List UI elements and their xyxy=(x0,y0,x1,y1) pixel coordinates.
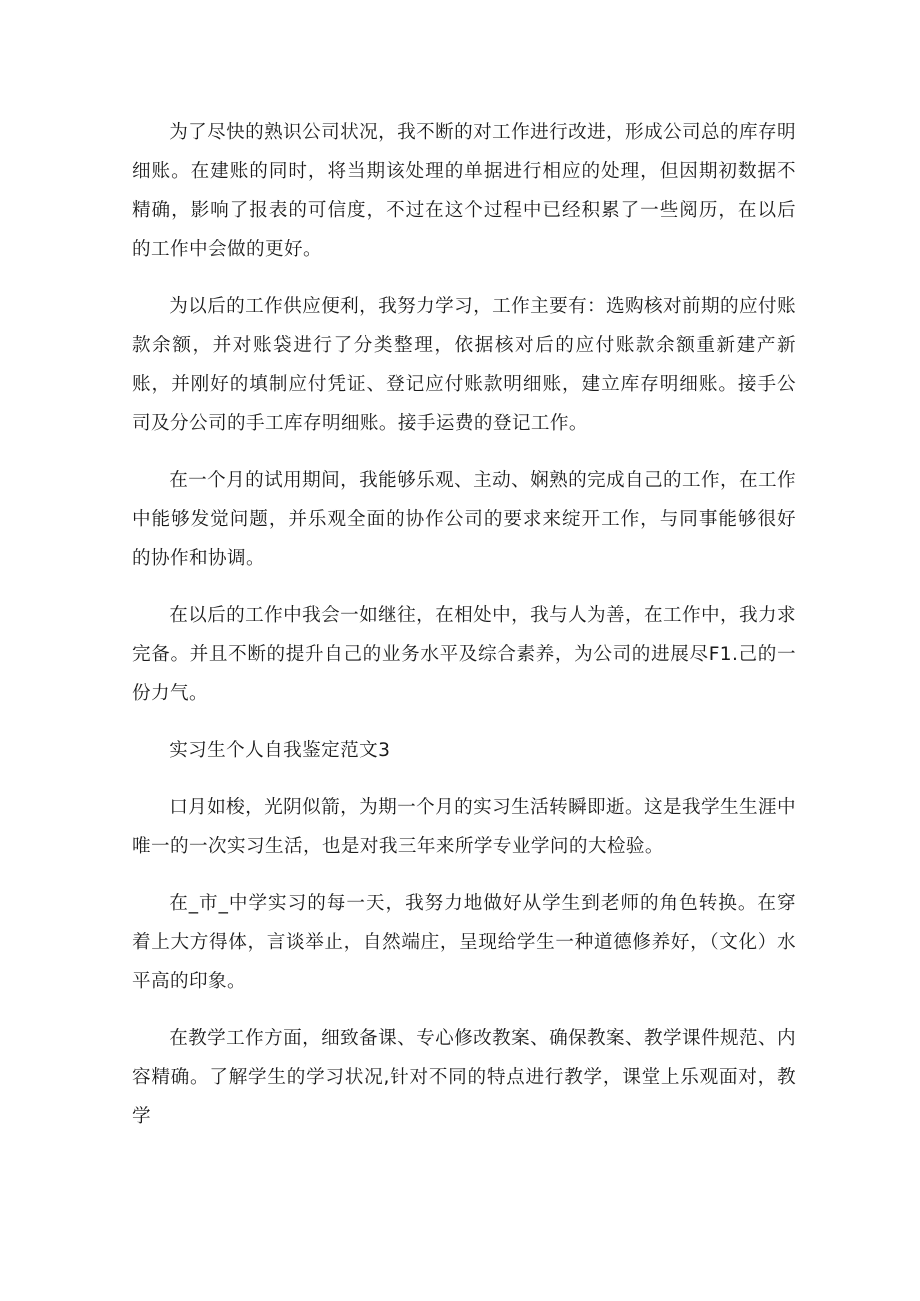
paragraph-role-transition: 在_市_中学实习的每一天，我努力地做好从学生到老师的角色转换。在穿着上大方得体，言谈举止，自然端庄，呈现给学生一种道德修养好，（文化）水平高的印象。 xyxy=(132,893,796,992)
paragraph-gap xyxy=(132,866,796,884)
paragraph-accounts-payable: 为以后的工作供应便利，我努力学习，工作主要有：选购核对前期的应付账款余额，并对账袋进行了分类整理，依据核对后的应付账款余额重新建产新账，并刚好的填制应付凭证、登记应付账款明细账，建立库存明细账。接手公司及分公司的手工库存明细账。接手运费的登记工作。 xyxy=(132,296,796,434)
paragraph-inventory-ledger: 为了尽快的熟识公司状况，我不断的对工作进行改进，形成公司总的库存明细账。在建账的同时，将当期该处理的单据进行相应的处理，但因期初数据不精确，影响了报表的可信度，不过在这个过程中已经积累了一些阅历，在以后的工作中会做的更好。 xyxy=(132,122,796,260)
paragraph-gap xyxy=(132,578,796,596)
paragraph-gap xyxy=(132,770,796,788)
paragraph-teaching-work: 在教学工作方面，细致备课、专心修改教案、确保教案、教学课件规范、内容精确。了解学生的学习状况,针对不同的特点进行教学，课堂上乐观面对，教学 xyxy=(132,1028,796,1127)
paragraph-internship-intro: 口月如梭，光阴似箭，为期一个月的实习生活转瞬即逝。这是我学生生涯中唯一的一次实习生活，也是对我三年来所学专业学问的大检验。 xyxy=(132,797,796,857)
document-body xyxy=(132,113,796,1136)
section-heading: 实习生个人自我鉴定范文3 xyxy=(169,740,391,761)
paragraph-gap xyxy=(132,713,796,731)
paragraph-gap xyxy=(132,269,796,287)
paragraph-gap xyxy=(132,443,796,461)
paragraph-probation-period: 在一个月的试用期间，我能够乐观、主动、娴熟的完成自己的工作，在工作中能够发觉问题，并乐观全面的协作公司的要求来绽开工作，与同事能够很好的协作和协调。 xyxy=(132,470,796,569)
paragraph-future-work: 在以后的工作中我会一如继往，在相处中，我与人为善，在工作中，我力求完备。并且不断的提升自己的业务水平及综合素养，为公司的进展尽F1.己的一份力气。 xyxy=(132,605,796,704)
paragraph-gap xyxy=(132,1001,796,1019)
